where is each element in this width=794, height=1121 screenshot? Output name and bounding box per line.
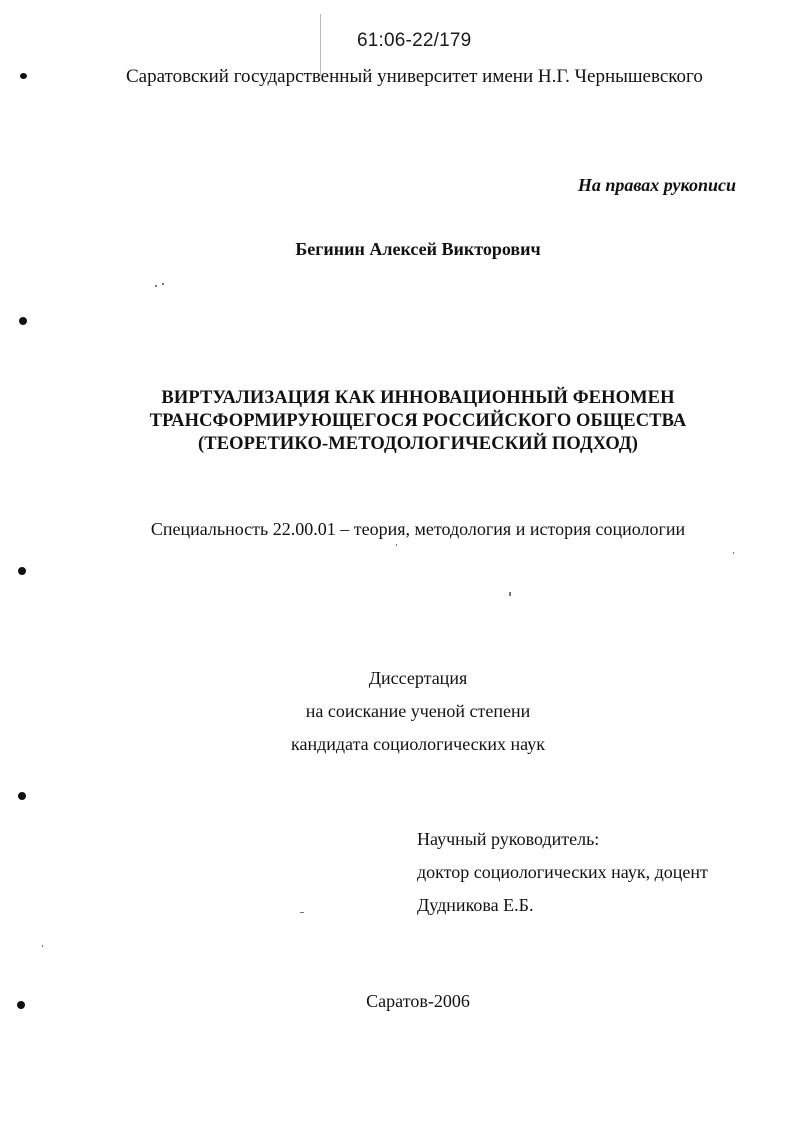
thesis-title-line-3: (ТЕОРЕТИКО-МЕТОДОЛОГИЧЕСКИЙ ПОДХОД) [198, 434, 638, 454]
scan-speck [733, 552, 734, 554]
thesis-title-line-2: ТРАНСФОРМИРУЮЩЕГОСЯ РОССИЙСКОГО ОБЩЕСТВА [149, 411, 687, 431]
university-name: Саратовский государственный университет имени Н.Г. Чернышевского [126, 66, 703, 87]
scan-speck [509, 592, 511, 596]
degree-purpose: на соискание ученой степени [305, 701, 531, 721]
scan-speck [300, 912, 304, 913]
scan-speck [396, 544, 397, 546]
scan-speck [155, 285, 157, 287]
supervisor-label: Научный руководитель: [417, 829, 600, 849]
supervisor-degree: доктор социологических наук, доцент [417, 862, 708, 882]
binding-hole-mark [18, 792, 26, 800]
scan-speck [42, 945, 43, 947]
manuscript-rights-note: На правах рукописи [577, 175, 736, 195]
binding-hole-mark [18, 567, 26, 575]
specialty-line: Специальность 22.00.01 – теория, методология и история социологии [150, 519, 686, 539]
degree-name: кандидата социологических наук [291, 734, 545, 754]
binding-hole-mark [17, 1001, 25, 1009]
author-name: Бегинин Алексей Викторович [295, 239, 541, 259]
scan-speck [162, 283, 164, 285]
archive-stamp-number: 61:06-22/179 [357, 30, 472, 51]
supervisor-name: Дудникова Е.Б. [417, 895, 534, 915]
binding-hole-mark [20, 73, 27, 79]
dissertation-label: Диссертация [368, 668, 468, 688]
thesis-title-line-1: ВИРТУАЛИЗАЦИЯ КАК ИННОВАЦИОННЫЙ ФЕНОМЕН [161, 388, 675, 408]
city-year: Саратов-2006 [366, 991, 470, 1011]
binding-hole-mark [19, 317, 27, 325]
